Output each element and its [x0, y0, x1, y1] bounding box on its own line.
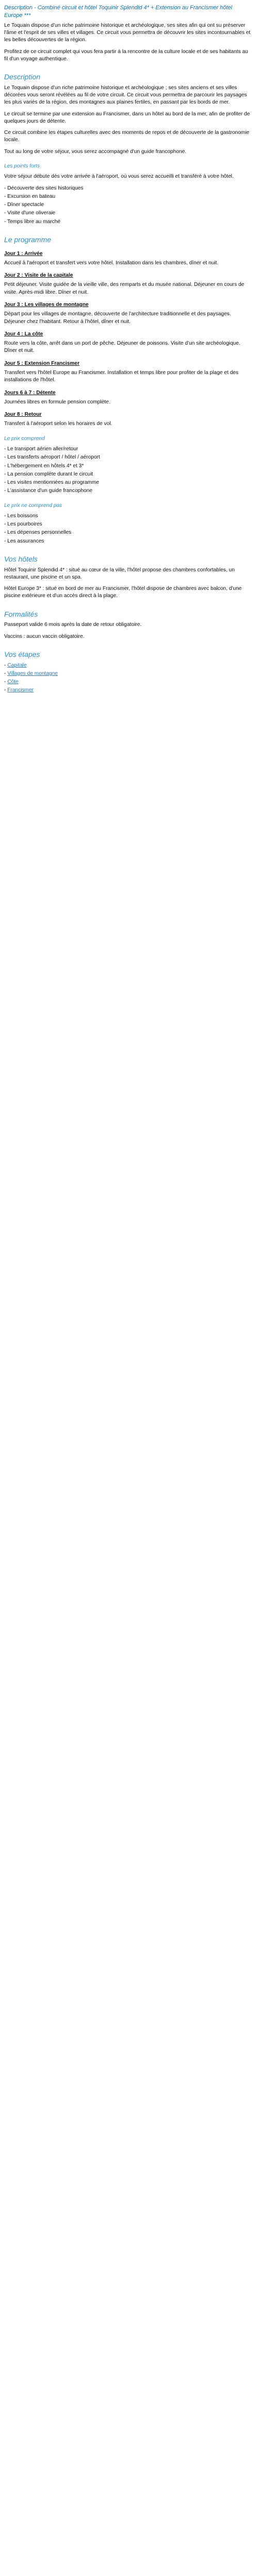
section-heading-highlights: Les points forts — [4, 163, 40, 170]
list-item: - Temps libre au marché — [4, 218, 251, 226]
section-heading-program: Le programme — [4, 235, 52, 244]
highlights-list — [4, 185, 251, 226]
list-item: - Les transferts aéroport / hôtel / aéroport — [4, 454, 251, 461]
day-label: Jours 6 à 7 : Détente — [4, 389, 56, 396]
list-item: - La pension complète durant le circuit — [4, 471, 251, 478]
program-day — [4, 272, 251, 296]
section-heading-description: Description — [4, 73, 41, 81]
section-heading-formalities: Formalités — [4, 609, 38, 618]
intro-paragraph: Profitez de ce circuit complet qui vous fera partir à la rencontre de la culture locale et de ses habitants au fil d'un voyage authentique. — [4, 48, 248, 62]
list-item: - Les pourboires — [4, 521, 251, 528]
formalities-paragraph: Passeport valide 6 mois après la date de retour obligatoire. — [4, 622, 142, 628]
day-text: Transfert à l'aéroport selon les horaires de vol. — [4, 421, 112, 427]
description-paragraph: Le circuit se termine par une extension au Francismer, dans un hôtel au bord de la mer, afin de profiter de quelques jours de détente. — [4, 111, 250, 124]
program-day — [4, 331, 251, 355]
program-day — [4, 301, 251, 326]
program-day — [4, 411, 251, 428]
page-title: Description - Combiné circuit et hôtel Toquinir Splendid 4* + Extension au Francismer hôtel Europe *** — [4, 5, 232, 19]
day-label: Jour 1 : Arrivée — [4, 250, 43, 257]
program-day — [4, 360, 251, 384]
step-link[interactable]: Villages de montagne — [7, 670, 58, 676]
list-item: - L'assistance d'un guide francophone — [4, 487, 251, 495]
list-item: - Les assurances — [4, 538, 251, 545]
program-day — [4, 389, 251, 406]
section-heading-steps: Vos étapes — [4, 650, 40, 658]
steps-list — [4, 662, 251, 694]
list-item: - L'hébergement en hôtels 4* et 3* — [4, 463, 251, 470]
section-heading-hotels: Vos hôtels — [4, 555, 38, 564]
step-link-item — [4, 662, 251, 669]
day-text: Petit déjeuner. Visite guidée de la vieille ville, des remparts et du musée national. Déjeuner en cours de visite. Après-midi libre. Dîner et nuit. — [4, 282, 245, 295]
program-day — [4, 250, 251, 267]
step-link-item — [4, 687, 251, 694]
description-paragraph: Ce circuit combine les étapes culturelles avec des moments de repos et de découverte de la gastronomie locale. — [4, 130, 250, 143]
hotel-paragraph: Hôtel Toquinir Splendid 4* : situé au cœur de la ville, l'hôtel propose des chambres confortables, un restaurant, une piscine et un spa. — [4, 567, 235, 580]
list-item: - Dîner spectacle — [4, 201, 251, 209]
day-label: Jour 5 : Extension Francismer — [4, 360, 80, 366]
day-text: Transfert vers l'hôtel Europe au Francismer. Installation et temps libre pour profiter de la plage et des installations de l'hôtel. — [4, 369, 239, 383]
day-text: Accueil à l'aéroport et transfert vers votre hôtel. Installation dans les chambres, dîner et nuit. — [4, 260, 219, 266]
section-heading-included: Le prix comprend — [4, 435, 45, 442]
step-link[interactable]: Francismer — [7, 687, 34, 693]
day-text: Route vers la côte, arrêt dans un port de pêche. Déjeuner de poissons. Visite d'un site archéologique. Dîner et nuit. — [4, 341, 240, 354]
included-list — [4, 446, 251, 495]
hotel-paragraph: Hôtel Europe 3* : situé en bord de mer au Francismer, l'hôtel dispose de chambres avec balcon, d'une piscine extérieure et d'un accès direct à la plage. — [4, 586, 242, 599]
day-text: Départ pour les villages de montagne, découverte de l'architecture traditionnelle et des paysages. Déjeuner chez l'habitant. Retour à l'hôtel, dîner et nuit. — [4, 311, 231, 325]
day-text: Journées libres en formule pension complète. — [4, 399, 110, 405]
list-item: - Découverte des sites historiques — [4, 185, 251, 192]
day-label: Jour 8 : Retour — [4, 412, 42, 418]
description-paragraph: Tout au long de votre séjour, vous serez accompagné d'un guide francophone. — [4, 148, 187, 155]
list-item: - Le transport aérien aller/retour — [4, 446, 251, 453]
day-label: Jour 3 : Les villages de montagne — [4, 302, 89, 308]
excluded-list — [4, 513, 251, 545]
highlights-paragraph: Votre séjour débute dès votre arrivée à l'aéroport, où vous serez accueilli et transféré à votre hôtel. — [4, 174, 234, 180]
step-link-item — [4, 679, 251, 686]
day-label: Jour 4 : La côte — [4, 331, 43, 337]
description-paragraph: Le Toquain dispose d'un riche patrimoine historique et archéologique ; ses sites anciens et ses villes décorées vous seront révélées au fil de votre circuit. Ce circuit vous permettra de parcourir les paysages les plus variés de la région, des montagnes aux plaines fertiles, en passant par les bords de mer. — [4, 84, 247, 106]
list-item: - Les visites mentionnées au programme — [4, 479, 251, 486]
step-link-item — [4, 670, 251, 677]
day-label: Jour 2 : Visite de la capitale — [4, 273, 73, 279]
step-link[interactable]: Capitale — [7, 662, 27, 668]
list-item: - Les boissons — [4, 513, 251, 520]
step-link[interactable]: Côte — [7, 679, 19, 685]
list-item: - Visite d'une oliveraie — [4, 210, 251, 217]
section-heading-excluded: Le prix ne comprend pas — [4, 502, 62, 509]
list-item: - Excursion en bateau — [4, 193, 251, 200]
formalities-paragraph: Vaccins : aucun vaccin obligatoire. — [4, 633, 85, 639]
list-item: - Les dépenses personnelles — [4, 529, 251, 536]
intro-paragraph: Le Toquain dispose d'un riche patrimoine historique et archéologique, ses sites afin qui ont su préserver l'âme et l'esprit de ses villes et villages. Ce circuit vous permettra de découvrir les sites incontournables et les belles découvertes de la région. — [4, 22, 251, 43]
